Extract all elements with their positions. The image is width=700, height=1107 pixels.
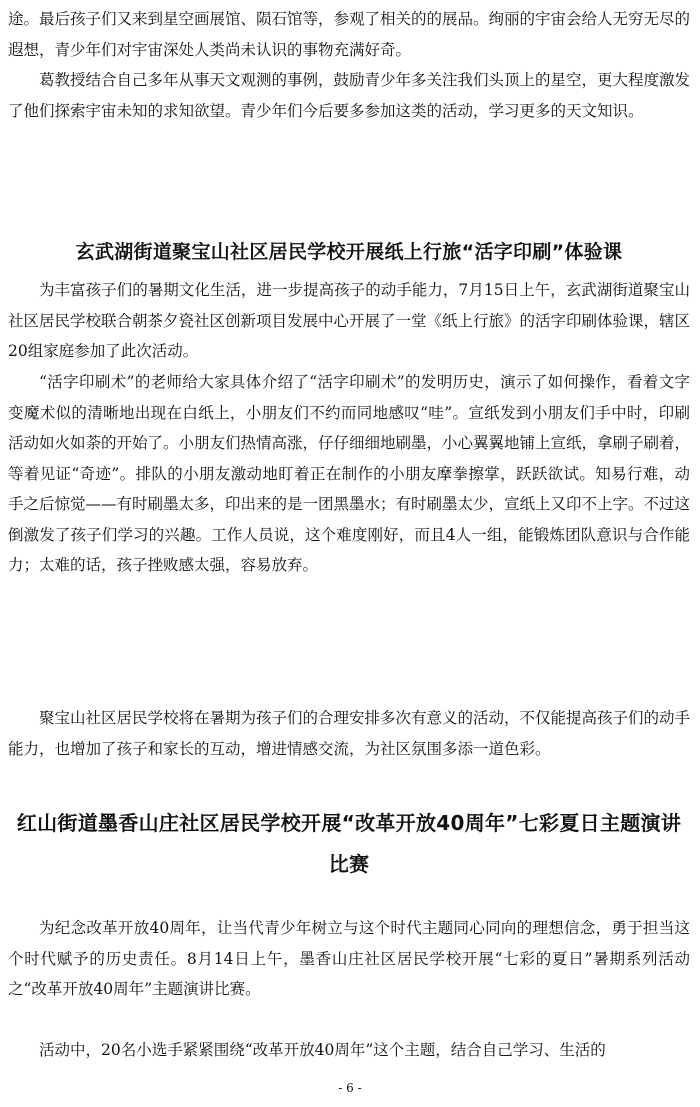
section-title: 玄武湖街道聚宝山社区居民学校开展纸上行旅“活字印刷”体验课 (75, 241, 623, 263)
paragraph: “活字印刷术”的老师给大家具体介绍了“活字印刷术”的发明历史，演示了如何操作，看着文字变魔术似的清晰地出现在白纸上，小朋友们不约而同地感叹“哇”。宣纸发到小朋友们手中时，印刷活动如火如荼的开始了。小朋友们热情高涨，仔仔细细地刷墨，小心翼翼地铺上宣纸，拿刷子刷着，等着见证“奇迹”。排队的小朋友激动地盯着正在制作的小朋友摩拳擦掌，跃跃欲试。知易行难，动手之后惊觉——有时刷墨太多，印出来的是一团黑墨水；有时刷墨太少，宣纸上又印不上字。不过这倒激发了孩子们学习的兴趣。工作人员说，这个难度刚好，而且4人一组，能锻炼团队意识与合作能力；太难的话，孩子挫败感太强，容易放弃。 (8, 373, 691, 574)
page-number: - 6 - (338, 1081, 362, 1095)
paragraph: 为纪念改革开放40周年，让当代青少年树立与这个时代主题同心同向的理想信念，勇于担当这个时代赋予的历史责任。8月14日上午，墨香山庄社区居民学校开展“七彩的夏日”暑期系列活动之“改革开放40周年”主题演讲比赛。 (8, 919, 690, 998)
paragraph: 葛教授结合自己多年从事天文观测的事例，鼓励青少年多关注我们头顶上的星空，更大程度激发了他们探索宇宙未知的求知欲望。青少年们今后要多参加这类的活动，学习更多的天文知识。 (8, 71, 691, 120)
paragraph: 途。最后孩子们又来到星空画展馆、陨石馆等，参观了相关的的展品。绚丽的宇宙会给人无穷无尽的遐想，青少年们对宇宙深处人类尚未认识的事物充满好奇。 (8, 10, 691, 59)
section-title: 红山街道墨香山庄社区居民学校开展“改革开放40周年”七彩夏日主题演讲比赛 (16, 811, 682, 876)
paragraph: 活动中，20名小选手紧紧围绕“改革开放40周年”这个主题，结合自己学习、生活的 (39, 1041, 606, 1059)
paragraph: 为丰富孩子们的暑期文化生活，进一步提高孩子的动手能力，7月15日上午，玄武湖街道聚宝山社区居民学校联合朝茶夕瓷社区创新项目发展中心开展了一堂《纸上行旅》的活字印刷体验课，辖区20组家庭参加了此次活动。 (8, 281, 691, 360)
paragraph: 聚宝山社区居民学校将在暑期为孩子们的合理安排多次有意义的活动，不仅能提高孩子们的动手能力，也增加了孩子和家长的互动，增进情感交流，为社区氛围多添一道色彩。 (8, 709, 691, 758)
